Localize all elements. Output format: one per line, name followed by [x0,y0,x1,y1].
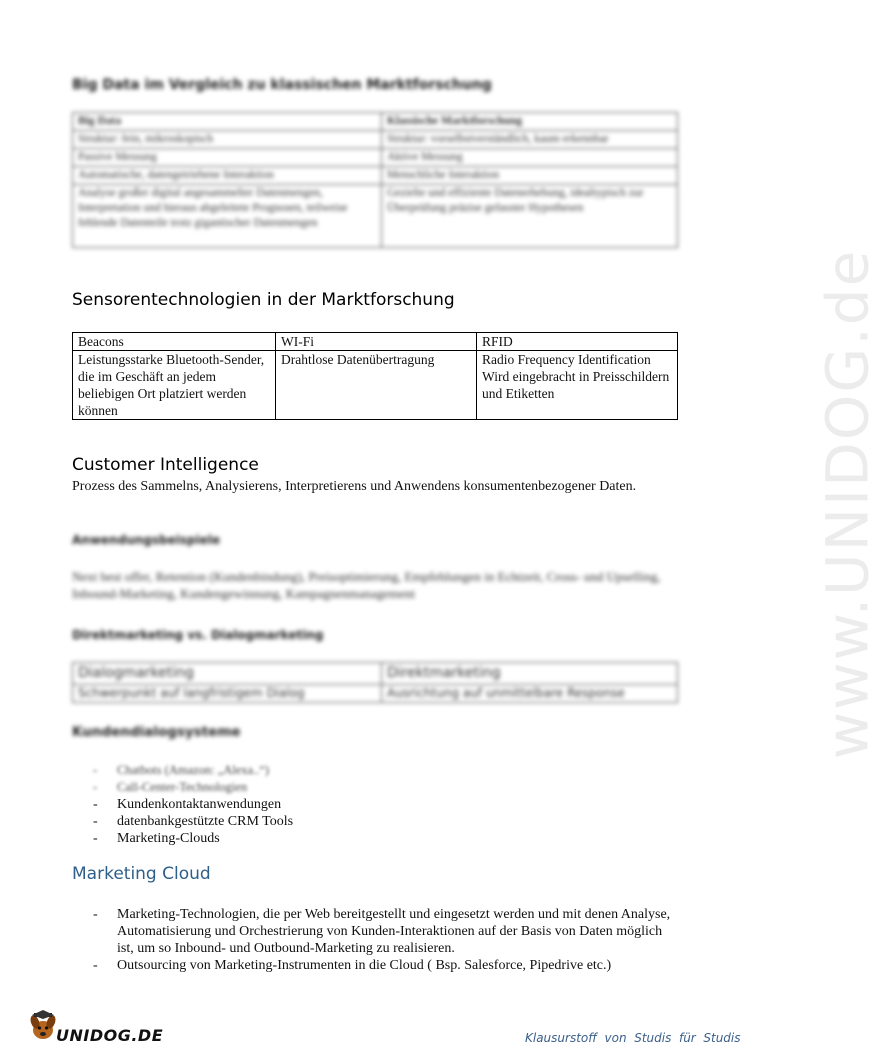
table-row [73,131,678,149]
table-cell: Radio Frequency Identification Wird eingebracht in Preisschildern und Etiketten [477,351,678,420]
table-cell: Leistungsstarke Bluetooth-Sender, die im Geschäft an jedem beliebigen Ort platziert werden können [73,351,276,420]
table-row [73,167,678,185]
sensor-table [72,332,678,420]
list-item: - datenbankgestützte CRM Tools [72,813,672,830]
table-cell: Aktive Messung [382,149,678,167]
table-cell: Struktur: fein, mikroskopisch [73,131,382,149]
footer-tagline: Klausurstoff von Studis für Studis [525,1031,741,1045]
table-cell: Drahtlose Datenübertragung [276,351,477,420]
table-row [73,351,678,420]
mc-title: Marketing Cloud [72,864,211,884]
table-cell: Struktur: vorselbstverständlich, kaum erkennbar [382,131,678,149]
mc-list [72,906,672,974]
kunden-list [72,762,672,847]
list-item: - Marketing-Clouds [72,830,672,847]
footer-logo[interactable] [26,1010,164,1046]
table-row [73,149,678,167]
table-cell: Ausrichtung auf unmittelbare Response [382,685,678,703]
dog-icon [26,1010,60,1044]
bigdata-table [72,112,678,248]
watermark: www.UNIDOG.de [813,248,881,760]
list-item: - Outsourcing von Marketing-Instrumenten in die Cloud ( Bsp. Salesforce, Pipedrive etc.) [72,957,672,974]
table-cell: Gezielte und effiziente Datenerhebung, idealtypisch zur Überprüfung präzise gefasster Hypothesen [382,185,678,248]
sensor-title: Sensorentechnologien in der Marktforschung [72,290,455,310]
direkt-table [72,662,678,703]
ci-text: Prozess des Sammelns, Analysierens, Interpretierens und Anwendens konsumentenbezogener Daten. [72,479,637,494]
table-cell: Analyse großer digital angesammelter Datenmengen, Interpretation und hieraus abgeleitete Prognosen, teilweise fehlende Datenteile trotz gigantischer Datenmengen [73,185,382,248]
table-header: Dialogmarketing [73,663,382,685]
table-row [73,185,678,248]
table-cell: Passive Messung [73,149,382,167]
table-row [73,663,678,685]
anwendung-text: Next best offer, Retention (Kundenbindung), Preisoptimierung, Empfehlungen in Echtzeit, Cross- und Upselling, Inbound-Marketing, Kundengewinnung, Kampagnenmanagement [72,569,661,601]
table-row [73,333,678,351]
list-item: - Chatbots (Amazon: „Alexa..“) [72,762,672,779]
table-header: Beacons [73,333,276,351]
list-item: - Call-Center-Technologien [72,779,672,796]
bigdata-title: Big Data im Vergleich zu klassischen Marktforschung [72,77,492,93]
anwendung-title: Anwendungsbeispiele [72,533,221,547]
table-header: Big Data [73,113,382,131]
table-header: Direktmarketing [382,663,678,685]
logo-text: UNIDOG.DE [56,1026,164,1045]
table-cell: Automatische, datengetriebene Interaktion [73,167,382,185]
table-row [73,685,678,703]
ci-title: Customer Intelligence [72,455,259,475]
table-cell: Schwerpunkt auf langfristigem Dialog [73,685,382,703]
kunden-title: Kundendialogsysteme [72,724,241,740]
table-header: Klassische Marktforschung [382,113,678,131]
list-item: - Marketing-Technologien, die per Web bereitgestellt und eingesetzt werden und mit denen Analyse, Automatisierung und Orchestrierung von Kunden-Interaktionen auf der Basis von Daten möglich ist, um so Inbound- und Outbound-Marketing zu realisieren. [72,906,672,957]
direkt-title: Direktmarketing vs. Dialogmarketing [72,628,324,642]
list-item: - Kundenkontaktanwendungen [72,796,672,813]
table-cell: Menschliche Interaktion [382,167,678,185]
table-row [73,113,678,131]
table-header: WI-Fi [276,333,477,351]
table-header: RFID [477,333,678,351]
